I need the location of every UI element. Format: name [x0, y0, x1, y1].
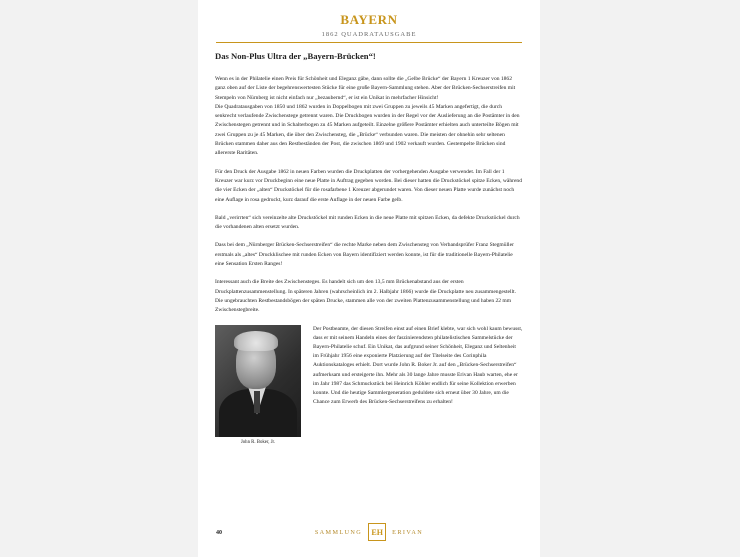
photo-figure — [215, 325, 301, 445]
footer-left-word: SAMMLUNG — [314, 528, 363, 536]
portrait-photo — [215, 325, 301, 437]
page-number: 40 — [216, 530, 222, 536]
footer-brand — [198, 523, 540, 541]
photo-section — [215, 325, 523, 445]
photo-caption: John R. Boker, Jr. — [240, 439, 276, 445]
page-subtitle: 1862 QUADRATAUSGABE — [321, 31, 417, 38]
footer-right-word: ERIVAN — [392, 528, 424, 536]
paragraph-2: Für den Druck der Ausgabe 1862 in neuen Farben wurden die Druckplatten der vorhergehenden Ausgabe verwendet. Im Fall der 1 Kreuzer war kurz vor Druckbeginn eine neue Platte in Auftrag gegeben worden. Bei dieser hatten die Druckstöckel spitze Ecken, während die vier Ecken der „alten“ Druckstöckel für die rosafarbene 1 Kreuzer abgerundet waren. Von dieser neuen Platte wurde zunächst noch eine Auflage in rosa gedruckt, kurz darauf die erste Auflage in der neuen Farbe gelb. — [215, 168, 522, 203]
paragraph-3: Bald „verirrten“ sich vereinzelte alte Druckstöckel mit runden Ecken in die neue Platte mit spitzen Ecken, da defekte Druckstöckel durch die vorhandenen alten ersetzt wurden. — [215, 214, 520, 231]
paragraph-1: Wenn es in der Philatelie einen Preis für Schönheit und Eleganz gäbe, dann sollte die „Gelbe Brücke“ der Bayern 1 Kreuzer von 1862 ganz oben auf der Liste der begehrenswertesten Stücke für eine große Bayern-Sammlung stehen. Aber der Brücken-Sechserstreifen mit Stempeln von Nürnberg ist nicht einfach nur „bezaubernd“, er ist ein Unikat in mehrfacher Hinsicht! Die Quadratausgaben von 1850 und 1862 wurden in Doppelbogen mit zwei Gruppen zu jeweils 45 Marken angefertigt, die durch senkrecht verlaufende Zwischenstege getrennt waren. Die Druckbogen wurden in der Regel vor der Auslieferung an die Postämter in den Zwischenstegen getrennt und in Schalterbogen zu 45 Marken aufgeteilt. Einzelne größere Postämter erhielten auch unterteilte Bögen mit zwei Gruppen zu je 45 Marken, die über den Zwischensteg, die „Brücke“ verbunden waren. Die meisten der ohnehin sehr seltenen Brücken stammen daher aus den Restbeständen der Post, die zwischen 1869 und 1902 verkauft wurden. Gestempelte Brücken sind allererste Raritäten. — [215, 76, 520, 157]
article — [215, 51, 523, 445]
page-title: BAYERN — [340, 12, 398, 27]
paragraph-5: Interessant auch die Breite des Zwischensteges. Es handelt sich um den 13,5 mm Brückenabstand aus der ersten Druckplattenzusammenstellung. In späteren Jahren (wahrscheinlich im 2. Halbjahr 1866) wurde die Druckplatte neu zusammengestellt. Die ungebrauchten Restbestandsbögen der späten Drucke, stammen alle von der zweiten Plattenzusammenstellung und haben 22 mm Zwischenstegbreite. — [215, 279, 516, 314]
article-heading: Das Non-Plus Ultra der „Bayern-Brücken“! — [215, 51, 376, 61]
brand-logo-icon: EH — [368, 523, 386, 541]
document-page — [198, 0, 540, 557]
header-divider — [216, 42, 522, 43]
paragraph-4: Dass bei dem „Nürnberger Brücken-Sechserstreifen“ die rechte Marke neben dem Zwischensteg von Verbandsprüfer Franz Stegmüller erstmals als „altes“ Druckklischee mit runden Ecken von Bayern identifiziert werden konnte, ist für die traditionelle Bayern-Philatelie eine Sensation Ersten Ranges! — [215, 242, 514, 268]
side-paragraph: Der Postbeamte, der diesen Streifen einst auf einen Brief klebte, war sich wohl kaum bewusst, dass er mit seinem Handeln eines der faszinierendsten philatelistischen Sammelstücke der Bayern-Philatelie schuf. Ein Unikat, das aufgrund seiner Schönheit, Eleganz und Seltenheit im Frühjahr 1956 eine exponierte Platzierung auf der Titelseite des Corinphila Auktionskataloges erhielt. Dort wurde John R. Boker Jr. auf den „Brücken-Sechserstreifen“ aufmerksam und ersteigerte ihn. Mehr als 30 lange Jahre musste Erivan Haub warten, ehe er im Jahr 1987 das Schmuckstück bei Heinrich Köhler endlich für seine Kollektion erwerben konnte. Und die heutige Sammlergeneration geduldete sich erneut über 30 Jahre, um die Chance zum Erwerb des Brücken-Sechserstreifens zu erhalten! — [313, 325, 523, 406]
